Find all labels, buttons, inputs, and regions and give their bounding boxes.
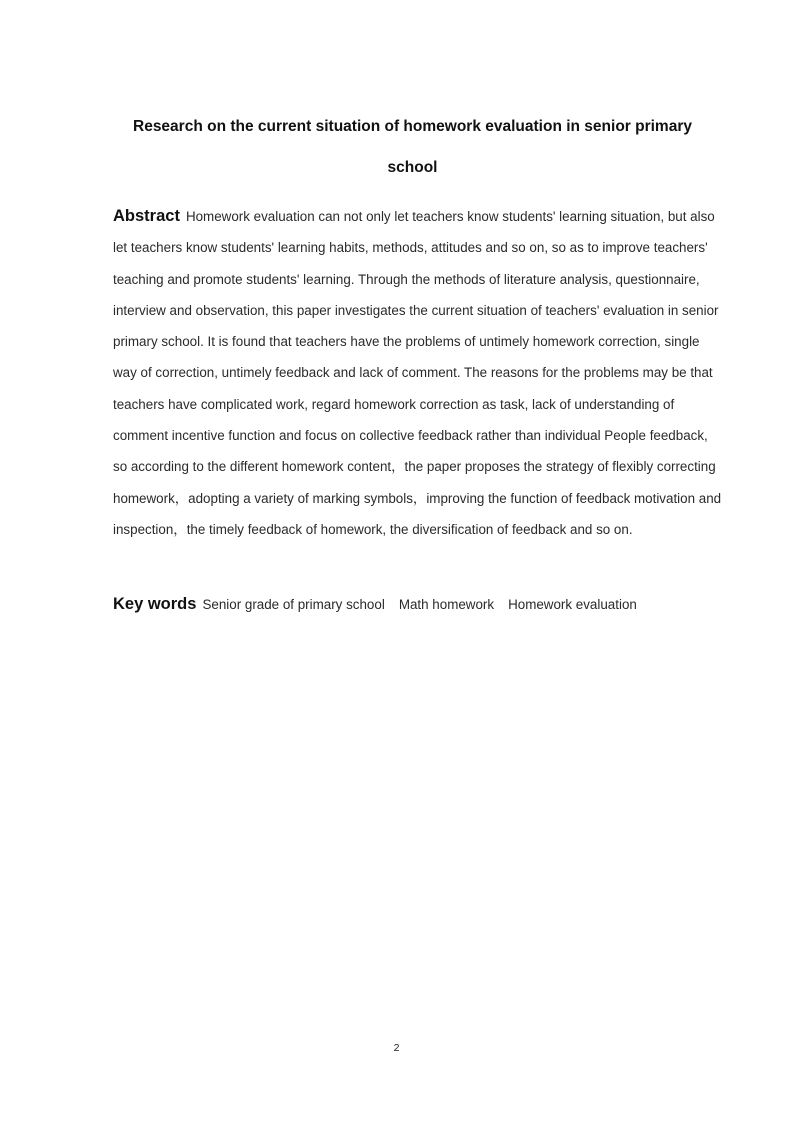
paper-title-line-2: school xyxy=(387,159,438,176)
abstract-text: Homework evaluation can not only let teachers know students' learning situation, but also let teachers know students' learning habits, methods, attitudes and so on, so as to improve teachers' teaching and promote students' learning. Through the methods of literature analysis, questionnaire, interview and observation, this paper investigates the current situation of teachers' evaluation in senior primary school. It is found that teachers have the problems of untimely homework correction, single way of correction, untimely feedback and lack of comment. The reasons for the problems may be that teachers have complicated work, regard homework correction as task, lack of understanding of comment incentive function and focus on collective feedback rather than individual People feedback, so according to the different homework content，the paper proposes the strategy of flexibly correcting homework，adopting a variety of marking symbols，improving the function of feedback motivation and inspection，the timely feedback of homework, the diversification of feedback and so on. xyxy=(113,209,722,537)
keyword-item: Math homework xyxy=(398,597,495,612)
keywords-section xyxy=(113,592,723,617)
keyword-item: Senior grade of primary school xyxy=(202,597,385,612)
paper-title-line-1: Research on the current situation of homework evaluation in senior primary xyxy=(133,118,692,135)
abstract-label: Abstract xyxy=(113,207,180,225)
keywords-label: Key words xyxy=(113,595,197,613)
abstract-section xyxy=(113,201,723,545)
keyword-item: Homework evaluation xyxy=(508,597,637,612)
page-number: 2 xyxy=(393,1042,400,1054)
